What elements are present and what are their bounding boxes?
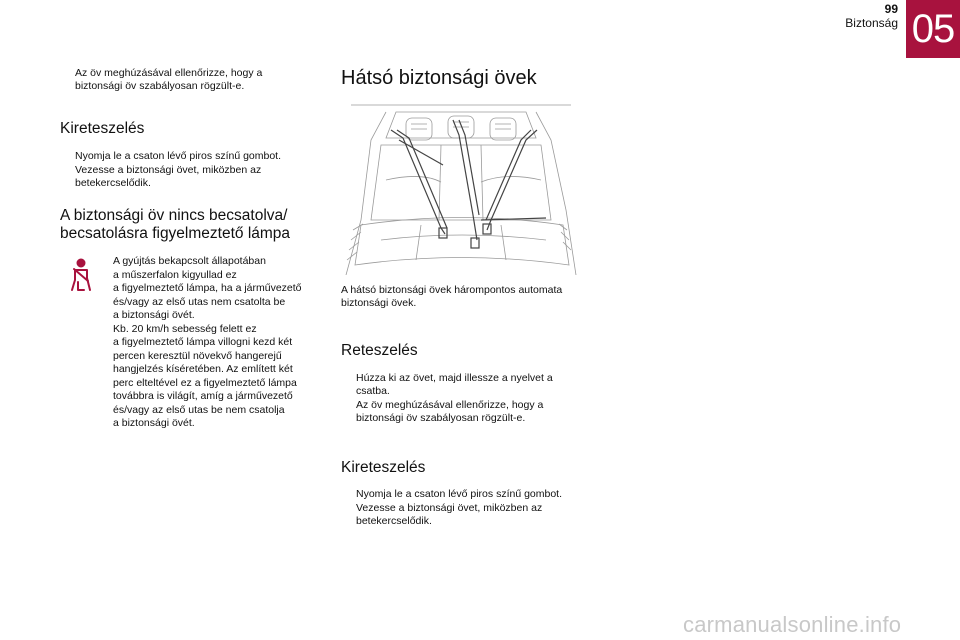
- rear-seatbelt-illustration: [341, 100, 581, 275]
- bullet-text: Nyomja le a csaton lévő piros színű gombot.: [356, 488, 563, 500]
- warning-heading-line: becsatolásra figyelmeztető lámpa: [60, 225, 291, 242]
- warning-line: Kb. 20 km/h sebesség felett ez: [113, 322, 257, 335]
- lock-bullet-list: [341, 372, 566, 426]
- page-header: [845, 2, 898, 30]
- lock-heading: Reteszelés: [341, 342, 418, 359]
- warning-heading-line: A biztonsági öv nincs becsatolva/: [60, 207, 288, 224]
- page-number: 99: [884, 2, 898, 16]
- bullet-text: Az öv meghúzásával ellenőrizze, hogy a biztonsági öv szabályosan rögzült-e.: [356, 399, 544, 424]
- warning-line: A gyújtás bekapcsolt állapotában: [113, 255, 266, 267]
- warning-line: továbbra is világít, amíg a járművezető: [113, 390, 293, 402]
- warning-line: a figyelmeztető lámpa, ha a járművezető: [113, 282, 302, 294]
- bullet-text: Nyomja le a csaton lévő piros színű gombot.: [75, 150, 282, 162]
- page-title: Hátsó biztonsági övek: [341, 67, 537, 89]
- warning-line: a biztonsági övét.: [113, 309, 195, 321]
- list-item: [60, 67, 310, 93]
- warning-text: [113, 255, 323, 431]
- bullet-text: Az öv meghúzásával ellenőrizze, hogy a biztonsági öv szabályosan rögzült-e.: [75, 67, 263, 92]
- warning-line: és/vagy az első utas nem csatolta be: [113, 295, 286, 308]
- unlock-heading: Kireteszelés: [60, 120, 145, 137]
- bullet-text: Húzza ki az övet, majd illessze a nyelvet a csatba.: [356, 372, 553, 397]
- chapter-tab: 05: [906, 0, 960, 58]
- list-item: [341, 372, 566, 398]
- list-item: [60, 150, 305, 163]
- list-item: [341, 488, 586, 501]
- warning-line: a figyelmeztető lámpa villogni kezd két: [113, 336, 293, 348]
- list-item: [60, 164, 305, 190]
- list-item: [341, 399, 566, 425]
- warning-line: percen keresztül növekvő hangerejű: [113, 349, 282, 362]
- unlock-bullet-list-right: [341, 488, 586, 529]
- warning-line: perc elteltével ez a figyelmeztető lámpa: [113, 376, 297, 389]
- warning-heading: [60, 207, 330, 243]
- warning-line: és/vagy az első utas be nem csatolja: [113, 403, 285, 416]
- warning-line: hangjelzés kíséretében. Az említett két: [113, 363, 293, 375]
- seatbelt-warning-icon: [66, 258, 96, 292]
- unlock-bullet-list: [60, 150, 305, 191]
- bullet-text: Vezesse a biztonsági övet, miközben az betekercselődik.: [75, 164, 262, 189]
- illustration-caption: A hátsó biztonsági övek hárompontos automata biztonsági övek.: [341, 284, 563, 309]
- warning-line: a biztonsági övét.: [113, 417, 195, 429]
- warning-line: a műszerfalon kigyullad ez: [113, 268, 237, 281]
- section-name: Biztonság: [845, 16, 898, 30]
- intro-bullet-list: [60, 67, 310, 94]
- watermark: carmanualsonline.info: [683, 612, 902, 637]
- list-item: [341, 502, 586, 528]
- unlock-heading-right: Kireteszelés: [341, 459, 426, 476]
- bullet-text: Vezesse a biztonsági övet, miközben az betekercselődik.: [356, 502, 543, 527]
